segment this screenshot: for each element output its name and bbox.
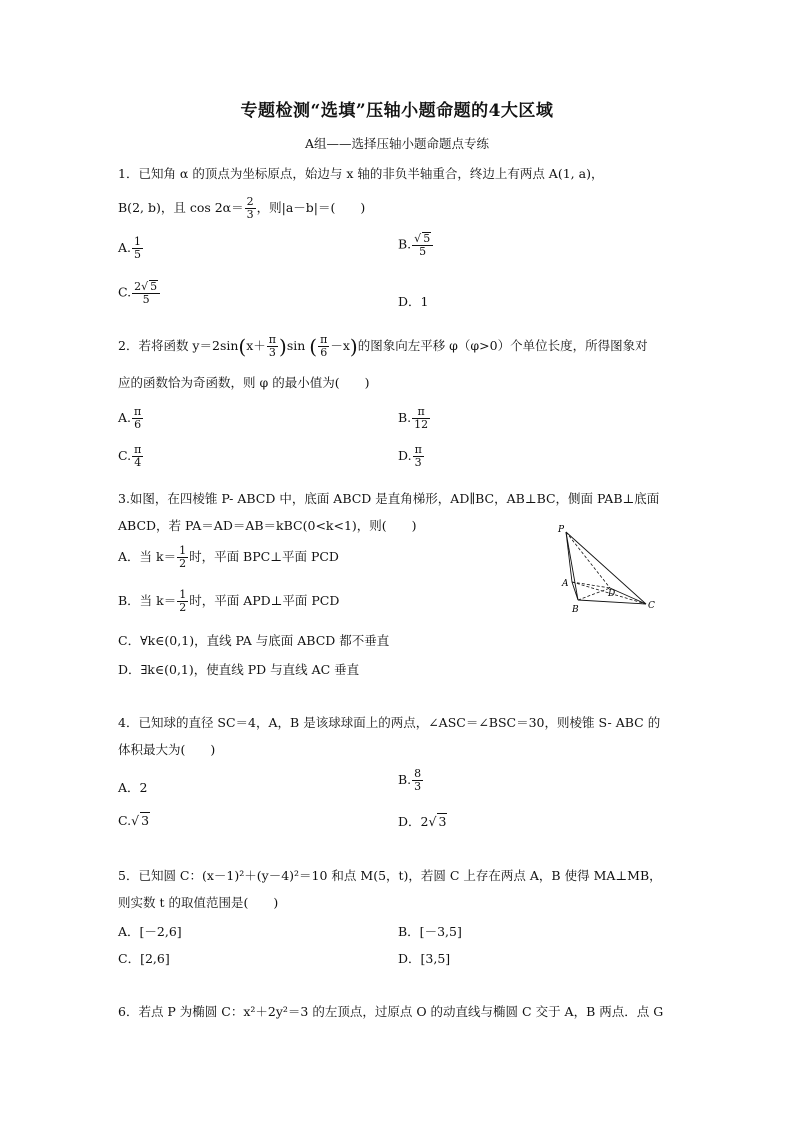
pyramid-figure: [550, 520, 660, 615]
q1-option-c: C. $\frac{2√ 5}{5}$: [118, 280, 161, 306]
edge-pd: [566, 532, 610, 588]
q3-line1: 3.如图，在四棱锥 P- ABCD 中，底面 ABCD 是直角梯形，AD∥BC，AB⊥BC，侧面 PAB⊥底面: [118, 491, 660, 506]
edge-dc: [610, 588, 646, 604]
q5-option-c: C．[2,6]: [118, 951, 170, 966]
q2-line2: 应的函数恰为奇函数，则 φ 的最小值为( ): [118, 375, 370, 390]
q3-option-d: D．∃k∈(0,1)，使直线 PD 与直线 AC 垂直: [118, 662, 360, 677]
q5-line2: 则实数 t 的取值范围是( ): [118, 895, 279, 910]
section-subtitle: A组——选择压轴小题命题点专练: [304, 136, 490, 151]
label-p: P: [558, 525, 565, 535]
label-d: D: [608, 589, 616, 599]
q1-text-a: B(2, b)，且 cos 2α＝: [118, 200, 244, 215]
q4-option-d: D．2√ 3: [398, 814, 447, 829]
q1-option-a: A. $\frac{1}{5}$: [118, 235, 142, 261]
q2-option-b: B. $\frac{\pi}{12}$: [398, 405, 429, 431]
q2-option-c: C. $\frac{\pi}{4}$: [118, 443, 142, 469]
q4-line2: 体积最大为( ): [118, 742, 216, 757]
q1-fraction: $\frac{2}{3}$: [246, 195, 254, 221]
q4-option-c: C.√ 3: [118, 813, 150, 828]
q1-text-b: ，则|a－b|＝( ): [256, 200, 366, 215]
q5-option-d: D．[3,5]: [398, 951, 451, 966]
q1-line1: 1．已知角 α 的顶点为坐标原点，始边与 x 轴的非负半轴重合，终边上有两点 A(1, a)，: [118, 166, 604, 181]
q5-option-b: B．[－3,5]: [398, 924, 462, 939]
q5-option-a: A．[－2,6]: [118, 924, 182, 939]
q1-option-d: D．1: [398, 294, 429, 309]
q3-option-a: A．当 k＝ $\frac{1}{2}$ 时，平面 BPC⊥平面 PCD: [118, 544, 339, 570]
q1-line2: [118, 196, 365, 221]
label-c: C: [648, 601, 655, 611]
q2-option-d: D. $\frac{\pi}{3}$: [398, 443, 422, 469]
label-b: B: [572, 605, 579, 615]
q3-line2: ABCD，若 PA＝AD＝AB＝kBC(0<k<1)，则( ): [118, 518, 417, 533]
edge-pc: [566, 532, 646, 604]
q4-option-b: B. $\frac{8}{3}$: [398, 767, 422, 793]
q3-option-c: C．∀k∈(0,1)，直线 PA 与底面 ABCD 都不垂直: [118, 633, 390, 648]
edge-pb: [566, 532, 578, 600]
q6-line1: 6．若点 P 为椭圆 C：x²＋2y²＝3 的左顶点，过原点 O 的动直线与椭圆 C 交于 A，B 两点．点 G: [118, 1004, 664, 1019]
q2-option-a: A. $\frac{\pi}{6}$: [118, 405, 142, 431]
q2-line1: 2．若将函数 y＝2sin(x＋ $\frac{\pi}{3}$ )sin ( $\frac{\pi}{6}$ －x)的图象向左平移 φ（φ>0）个单位长度，所得图象对: [118, 333, 648, 359]
q5-line1: 5．已知圆 C：(x－1)²＋(y－4)²＝10 和点 M(5，t)，若圆 C 上存在两点 A，B 使得 MA⊥MB，: [118, 868, 662, 883]
q1-option-b: B. $\frac{√ 5}{5}$: [398, 232, 434, 258]
q4-line1: 4．已知球的直径 SC＝4，A，B 是该球球面上的两点，∠ASC＝∠BSC＝30，则棱锥 S- ABC 的: [118, 715, 661, 730]
page-title: 专题检测“选填”压轴小题命题的4大区域: [240, 101, 554, 121]
edge-ad: [572, 582, 610, 588]
label-a: A: [562, 579, 569, 589]
q4-option-a: A．2: [118, 780, 148, 795]
q3-option-b: B．当 k＝ $\frac{1}{2}$ 时，平面 APD⊥平面 PCD: [118, 588, 340, 614]
edge-bd: [578, 588, 610, 600]
